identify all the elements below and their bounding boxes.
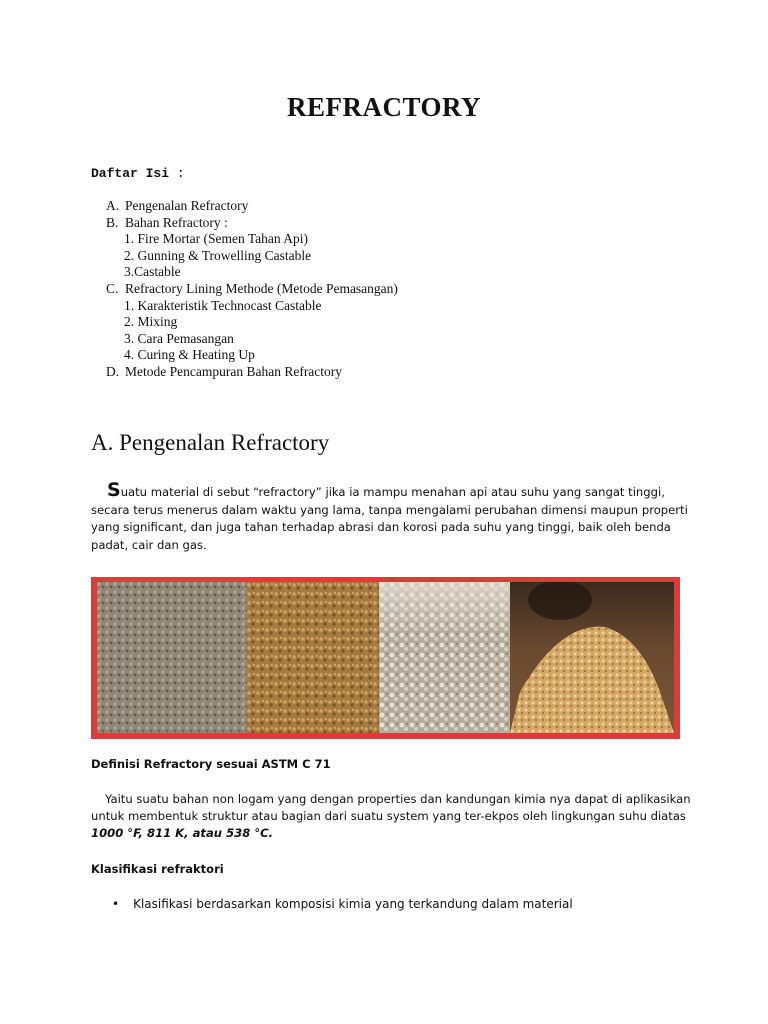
intro-paragraph xyxy=(91,479,691,554)
page-title: REFRACTORY xyxy=(286,92,482,122)
grey-granules-image xyxy=(97,582,247,733)
definition-heading: Definisi Refractory sesuai ASTM C 71 xyxy=(91,757,331,771)
toc-heading xyxy=(91,166,185,181)
toc-subitem: 2. Gunning & Trowelling Castable xyxy=(124,247,312,263)
intro-text: uatu material di sebut “refractory” jika ia mampu menahan api atau suhu yang sangat tinggi, secara terus menerus dalam waktu yang lama, tanpa mengalami perubahan dimensi maupun properti yang significant, dan juga tahan terhadap abrasi dan korosi pada suhu yang tinggi, baik oleh benda padat, cair dan gas. xyxy=(91,485,688,552)
toc-subitem: 2. Mixing xyxy=(124,314,178,330)
brown-granules-image xyxy=(247,582,379,733)
beige-granules-pile-image xyxy=(510,582,674,733)
bullet-text: Klasifikasi berdasarkan komposisi kimia yang terkandung dalam material xyxy=(133,897,573,911)
drop-cap: S xyxy=(107,479,121,501)
white-granules-image xyxy=(379,582,510,733)
toc-item-text: Bahan Refractory : xyxy=(125,214,228,230)
toc-item xyxy=(106,198,398,215)
bullet-item xyxy=(112,897,573,911)
definition-paragraph xyxy=(91,791,691,842)
toc-label: Daftar Isi xyxy=(91,166,170,181)
toc-subitem: 3. Cara Pemasangan xyxy=(124,330,234,346)
classification-heading: Klasifikasi refraktori xyxy=(91,862,224,876)
table-of-contents xyxy=(106,198,398,381)
section-heading: A. Pengenalan Refractory xyxy=(91,430,330,455)
toc-item xyxy=(106,215,398,232)
toc-item-letter: B. xyxy=(106,214,119,230)
bullet-dot-icon: • xyxy=(112,897,120,911)
toc-item-text: Refractory Lining Methode (Metode Pemasangan) xyxy=(125,280,398,296)
toc-colon: : xyxy=(169,166,185,181)
toc-item-letter: A. xyxy=(106,198,120,213)
toc-item-letter: D. xyxy=(106,363,120,379)
toc-item xyxy=(106,281,398,298)
toc-subitem: 4. Curing & Heating Up xyxy=(124,347,255,363)
materials-photo-strip xyxy=(91,577,680,739)
toc-item-text: Pengenalan Refractory xyxy=(125,198,249,213)
toc-item xyxy=(106,364,398,381)
toc-subitem: 1. Fire Mortar (Semen Tahan Api) xyxy=(124,231,309,247)
toc-subitem: 1. Karakteristik Technocast Castable xyxy=(124,297,322,313)
toc-subitem: 3.Castable xyxy=(124,264,181,280)
definition-temperatures: 1000 °F, 811 K, atau 538 °C. xyxy=(91,826,274,840)
definition-text: Yaitu suatu bahan non logam yang dengan properties dan kandungan kimia nya dapat di aplikasikan untuk membentuk struktur atau bagian dari suatu system yang ter-ekpos oleh lingkungan suhu diatas xyxy=(91,792,691,823)
toc-item-letter: C. xyxy=(106,280,119,296)
toc-item-text: Metode Pencampuran Bahan Refractory xyxy=(125,363,343,379)
